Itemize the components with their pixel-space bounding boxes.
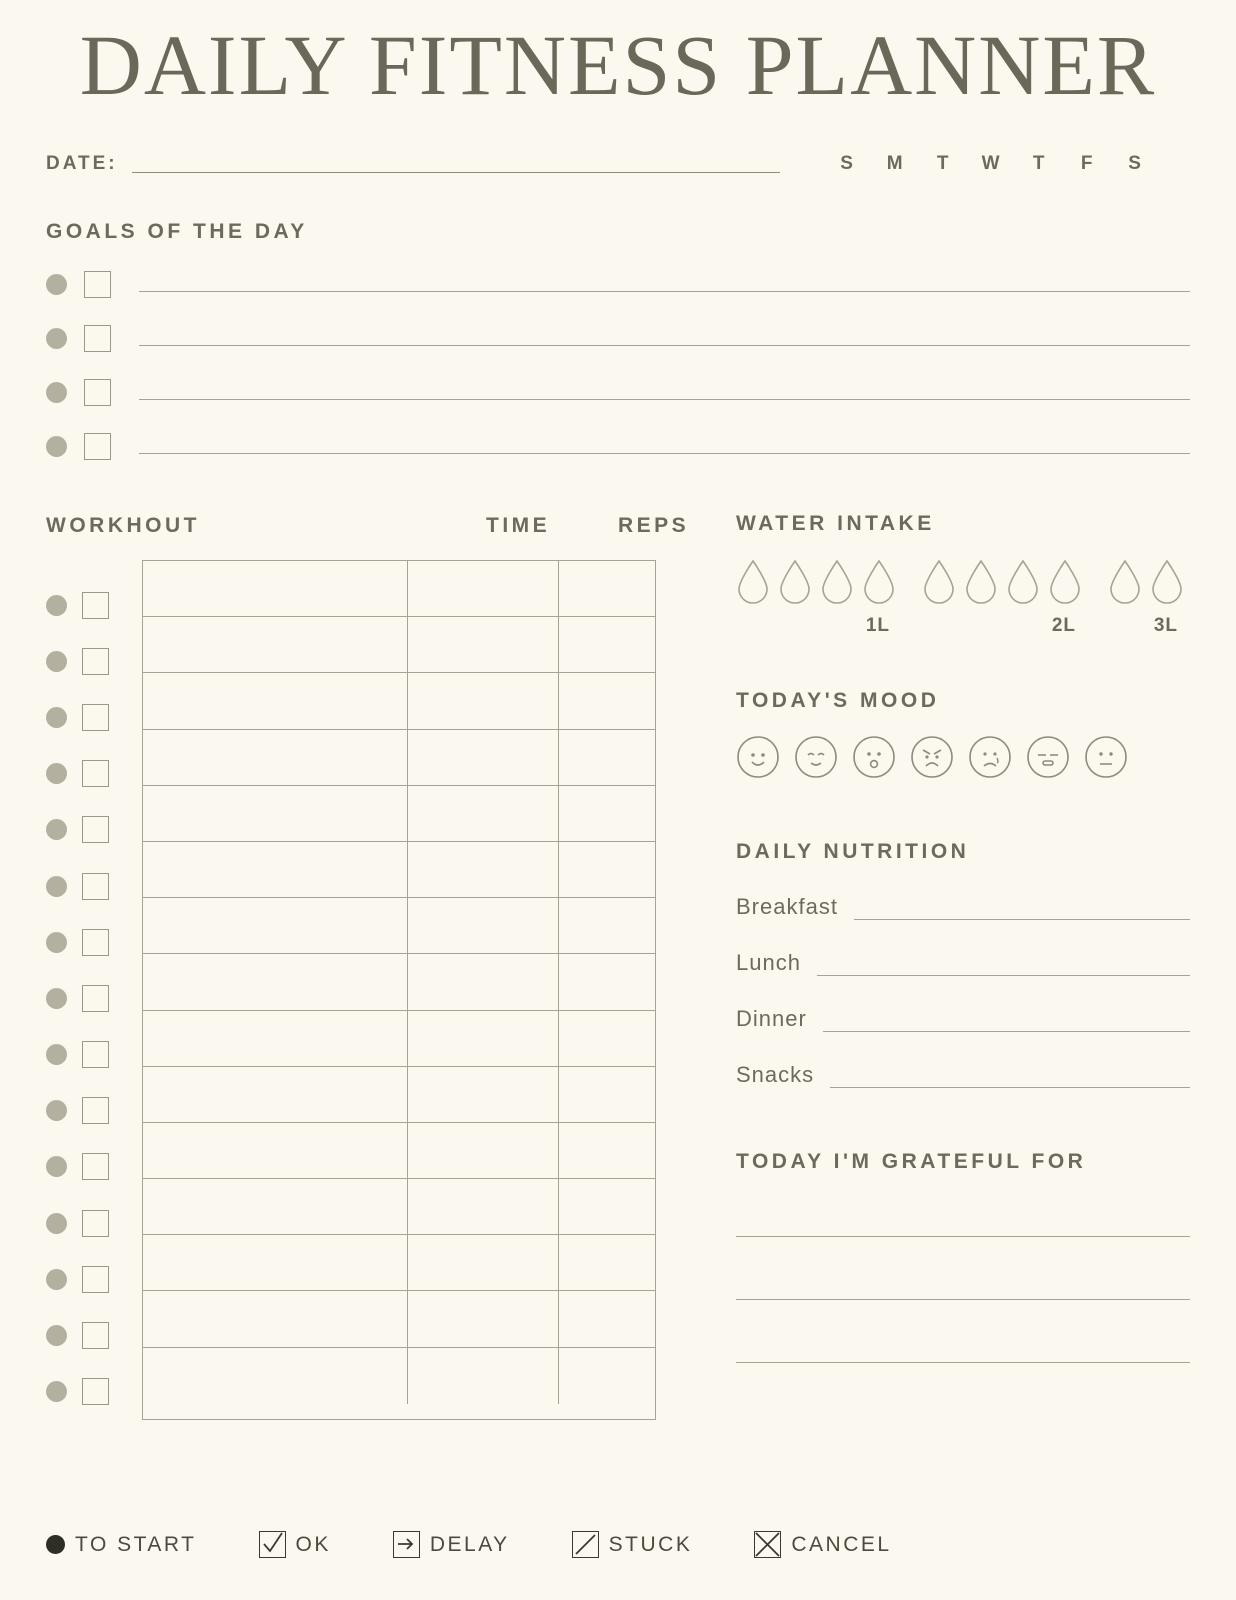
legend-item-cancel <box>754 1531 891 1558</box>
cross-box-icon <box>754 1531 781 1558</box>
table-row <box>143 898 655 954</box>
workout-checkbox[interactable] <box>82 1041 109 1068</box>
grateful-input-line[interactable] <box>736 1243 1190 1300</box>
workout-reps-cell[interactable] <box>559 561 655 616</box>
workout-checkbox[interactable] <box>82 1097 109 1124</box>
workout-reps-cell[interactable] <box>559 730 655 785</box>
workout-reps-cell[interactable] <box>559 1235 655 1290</box>
nutrition-row-snacks <box>736 1062 1190 1088</box>
check-box-icon <box>259 1531 286 1558</box>
workout-name-cell[interactable] <box>143 1011 408 1066</box>
grateful-input-line[interactable] <box>736 1180 1190 1237</box>
workout-reps-cell[interactable] <box>559 1011 655 1066</box>
week-day-selector[interactable] <box>824 153 1160 175</box>
grateful-input-line[interactable] <box>736 1306 1190 1363</box>
workout-checkbox[interactable] <box>82 873 109 900</box>
status-dot-icon[interactable] <box>46 1269 67 1290</box>
goal-input-line[interactable] <box>139 438 1190 454</box>
workout-name-cell[interactable] <box>143 561 408 616</box>
workout-reps-heading: REPS <box>618 514 690 537</box>
week-day-5[interactable]: F <box>1080 153 1095 174</box>
water-drop-icon[interactable] <box>736 558 770 609</box>
status-dot-icon[interactable] <box>46 932 67 953</box>
status-dot-icon[interactable] <box>46 1156 67 1177</box>
goal-row <box>46 378 1190 406</box>
workout-table <box>142 560 656 1420</box>
workout-mark-row <box>46 577 142 633</box>
water-label-2L: 2L <box>1051 615 1076 636</box>
week-day-4[interactable]: T <box>1032 153 1047 174</box>
week-day-2[interactable]: T <box>936 153 951 174</box>
sleepy-face-icon[interactable] <box>1026 735 1070 784</box>
workout-time-cell[interactable] <box>408 1011 559 1066</box>
workout-checkbox[interactable] <box>82 929 109 956</box>
table-row <box>143 1011 655 1067</box>
goal-input-line[interactable] <box>139 276 1190 292</box>
nutrition-input-line[interactable] <box>823 1019 1190 1032</box>
workout-reps-cell[interactable] <box>559 1179 655 1234</box>
workout-mark-row <box>46 802 142 858</box>
table-row <box>143 1291 655 1347</box>
sad-face-icon[interactable] <box>968 735 1012 784</box>
workout-heading: WORKHOUT <box>46 514 200 537</box>
water-drop-icon <box>964 558 998 604</box>
water-drop-icon <box>820 558 854 604</box>
workout-reps-cell[interactable] <box>559 1348 655 1404</box>
legend-item-delay <box>393 1531 510 1558</box>
workout-mark-row <box>46 1083 142 1139</box>
water-drop-icon[interactable] <box>1150 558 1184 609</box>
water-drop-icon[interactable] <box>922 558 956 609</box>
surprised-face-icon[interactable] <box>852 735 896 784</box>
water-drop-icon <box>1006 558 1040 604</box>
workout-name-cell[interactable] <box>143 1291 408 1346</box>
workout-time-cell[interactable] <box>408 1123 559 1178</box>
goal-row <box>46 432 1190 460</box>
legend-item-to-start <box>46 1533 197 1557</box>
goals-list <box>46 270 1190 460</box>
workout-mark-row <box>46 1195 142 1251</box>
water-drop-icon <box>922 558 956 604</box>
main-columns <box>46 508 1190 1420</box>
workout-name-cell[interactable] <box>143 954 408 1009</box>
table-row <box>143 673 655 729</box>
table-row <box>143 842 655 898</box>
workout-name-cell[interactable] <box>143 1235 408 1290</box>
status-dot-icon[interactable] <box>46 819 67 840</box>
workout-checkbox[interactable] <box>82 760 109 787</box>
nutrition-label: Breakfast <box>736 894 838 919</box>
nutrition-list <box>736 894 1190 1088</box>
workout-name-cell[interactable] <box>143 673 408 728</box>
content-face-icon[interactable] <box>794 735 838 784</box>
goal-checkbox[interactable] <box>84 379 111 406</box>
water-group-2L <box>922 558 1082 637</box>
workout-mark-row <box>46 633 142 689</box>
workout-mark-row <box>46 970 142 1026</box>
workout-checkbox[interactable] <box>82 816 109 843</box>
workout-time-cell[interactable] <box>408 730 559 785</box>
water-drop-icon <box>778 558 812 604</box>
workout-name-cell[interactable] <box>143 617 408 672</box>
workout-time-cell[interactable] <box>408 673 559 728</box>
workout-table-area <box>46 560 656 1420</box>
legend <box>46 1531 1190 1558</box>
workout-checkbox[interactable] <box>82 1322 109 1349</box>
workout-time-cell[interactable] <box>408 954 559 1009</box>
happy-face-icon[interactable] <box>736 735 780 784</box>
status-dot-icon[interactable] <box>46 1100 67 1121</box>
nutrition-row-dinner <box>736 1006 1190 1032</box>
week-day-6[interactable]: S <box>1128 153 1143 174</box>
workout-reps-cell[interactable] <box>559 673 655 728</box>
workout-name-cell[interactable] <box>143 1067 408 1122</box>
workout-checkbox[interactable] <box>82 704 109 731</box>
workout-time-cell[interactable] <box>408 786 559 841</box>
workout-checkbox[interactable] <box>82 985 109 1012</box>
table-row <box>143 561 655 617</box>
grateful-lines <box>736 1180 1190 1363</box>
water-drop-icon[interactable] <box>1048 558 1082 609</box>
water-drop-icon <box>1048 558 1082 604</box>
status-dot-icon[interactable] <box>46 651 67 672</box>
status-dot-icon[interactable] <box>46 274 67 295</box>
workout-time-cell[interactable] <box>408 1348 559 1404</box>
workout-marks-column <box>46 560 142 1420</box>
workout-header-row <box>46 508 690 538</box>
nutrition-label: Dinner <box>736 1006 807 1031</box>
workout-time-cell[interactable] <box>408 1235 559 1290</box>
water-drop-icon[interactable] <box>778 558 812 609</box>
legend-label: TO START <box>75 1532 197 1556</box>
filled-dot-icon <box>46 1535 65 1554</box>
workout-mark-row <box>46 1139 142 1195</box>
workout-checkbox[interactable] <box>82 1266 109 1293</box>
workout-time-cell[interactable] <box>408 1179 559 1234</box>
water-drop-icon[interactable] <box>964 558 998 609</box>
week-day-1[interactable]: M <box>886 153 905 174</box>
status-dot-icon[interactable] <box>46 1381 67 1402</box>
workout-mark-row <box>46 1027 142 1083</box>
page-title: DAILY FITNESS PLANNER <box>79 17 1157 113</box>
status-dot-icon[interactable] <box>46 382 67 403</box>
table-row <box>143 786 655 842</box>
workout-name-cell[interactable] <box>143 786 408 841</box>
table-row <box>143 1179 655 1235</box>
goal-row <box>46 324 1190 352</box>
week-day-0[interactable]: S <box>840 153 855 174</box>
arrow-box-icon <box>393 1531 420 1558</box>
workout-time-cell[interactable] <box>408 561 559 616</box>
workout-checkbox[interactable] <box>82 1153 109 1180</box>
week-day-3[interactable]: W <box>981 153 1002 174</box>
nutrition-heading: DAILY NUTRITION <box>736 840 970 863</box>
water-drop-icon <box>862 558 896 604</box>
workout-name-cell[interactable] <box>143 898 408 953</box>
workout-checkbox[interactable] <box>82 1378 109 1405</box>
nutrition-label: Snacks <box>736 1062 815 1087</box>
goal-checkbox[interactable] <box>84 325 111 352</box>
workout-reps-cell[interactable] <box>559 842 655 897</box>
workout-column <box>46 508 690 1420</box>
water-drop-icon[interactable] <box>1006 558 1040 609</box>
goal-input-line[interactable] <box>139 384 1190 400</box>
legend-label: STUCK <box>608 1532 693 1556</box>
water-group-3L <box>1108 558 1184 637</box>
water-heading: WATER INTAKE <box>736 512 935 535</box>
table-row <box>143 1067 655 1123</box>
legend-label: CANCEL <box>791 1532 892 1556</box>
workout-checkbox[interactable] <box>82 648 109 675</box>
water-group-1L <box>736 558 896 637</box>
water-drop-icon <box>1108 558 1142 604</box>
status-dot-icon[interactable] <box>46 1044 67 1065</box>
workout-reps-cell[interactable] <box>559 1291 655 1346</box>
water-drop-row <box>922 558 1082 609</box>
workout-mark-row <box>46 1364 142 1420</box>
nutrition-row-lunch <box>736 950 1190 976</box>
slash-box-icon <box>572 1531 599 1558</box>
water-label-1L: 1L <box>865 615 890 636</box>
water-drop-row <box>1108 558 1184 609</box>
workout-reps-cell[interactable] <box>559 954 655 1009</box>
legend-label: OK <box>295 1532 331 1556</box>
workout-time-cell[interactable] <box>408 1291 559 1346</box>
nutrition-row-breakfast <box>736 894 1190 920</box>
status-dot-icon[interactable] <box>46 436 67 457</box>
table-row <box>143 730 655 786</box>
table-row <box>143 617 655 673</box>
workout-name-cell[interactable] <box>143 1123 408 1178</box>
right-column <box>736 508 1190 1420</box>
table-row <box>143 1348 655 1404</box>
mood-heading: TODAY'S MOOD <box>736 689 940 712</box>
neutral-face-icon[interactable] <box>1084 735 1128 784</box>
workout-reps-cell[interactable] <box>559 786 655 841</box>
table-row <box>143 1235 655 1291</box>
date-input-line[interactable] <box>132 156 780 173</box>
status-dot-icon[interactable] <box>46 595 67 616</box>
status-dot-icon[interactable] <box>46 876 67 897</box>
status-dot-icon[interactable] <box>46 1325 67 1346</box>
table-row <box>143 954 655 1010</box>
workout-name-cell[interactable] <box>143 1179 408 1234</box>
goal-input-line[interactable] <box>139 330 1190 346</box>
water-drop-icon <box>736 558 770 604</box>
status-dot-icon[interactable] <box>46 1213 67 1234</box>
nutrition-label: Lunch <box>736 950 801 975</box>
workout-reps-cell[interactable] <box>559 617 655 672</box>
nutrition-input-line[interactable] <box>817 963 1190 976</box>
table-row <box>143 1123 655 1179</box>
workout-time-cell[interactable] <box>408 842 559 897</box>
water-drop-icon[interactable] <box>820 558 854 609</box>
workout-checkbox[interactable] <box>82 1210 109 1237</box>
legend-item-stuck <box>572 1531 693 1558</box>
nutrition-input-line[interactable] <box>830 1075 1190 1088</box>
date-row <box>46 152 1190 176</box>
grateful-heading: TODAY I'M GRATEFUL FOR <box>736 1150 1087 1173</box>
water-label-3L: 3L <box>1153 615 1178 636</box>
goal-checkbox[interactable] <box>84 271 111 298</box>
workout-mark-row <box>46 858 142 914</box>
goals-heading: GOALS OF THE DAY <box>46 220 308 243</box>
mood-tracker <box>736 735 1190 784</box>
workout-name-cell[interactable] <box>143 1348 408 1404</box>
workout-name-cell[interactable] <box>143 730 408 785</box>
workout-time-cell[interactable] <box>408 617 559 672</box>
workout-mark-row <box>46 1251 142 1307</box>
workout-reps-cell[interactable] <box>559 1067 655 1122</box>
workout-name-cell[interactable] <box>143 842 408 897</box>
water-drop-icon[interactable] <box>1108 558 1142 609</box>
goal-row <box>46 270 1190 298</box>
legend-label: DELAY <box>429 1532 510 1556</box>
water-drop-icon[interactable] <box>862 558 896 609</box>
workout-reps-cell[interactable] <box>559 1123 655 1178</box>
workout-mark-row <box>46 914 142 970</box>
workout-time-cell[interactable] <box>408 1067 559 1122</box>
status-dot-icon[interactable] <box>46 763 67 784</box>
water-tracker <box>736 558 1190 637</box>
workout-mark-row <box>46 746 142 802</box>
status-dot-icon[interactable] <box>46 707 67 728</box>
water-drop-icon <box>1150 558 1184 604</box>
legend-item-ok <box>259 1531 331 1558</box>
date-label: DATE: <box>46 153 118 174</box>
workout-mark-row <box>46 689 142 745</box>
workout-checkbox[interactable] <box>82 592 109 619</box>
water-drop-row <box>736 558 896 609</box>
nutrition-input-line[interactable] <box>854 907 1190 920</box>
status-dot-icon[interactable] <box>46 328 67 349</box>
workout-time-heading: TIME <box>486 514 551 537</box>
angry-face-icon[interactable] <box>910 735 954 784</box>
status-dot-icon[interactable] <box>46 988 67 1009</box>
workout-time-cell[interactable] <box>408 898 559 953</box>
workout-reps-cell[interactable] <box>559 898 655 953</box>
workout-mark-row <box>46 1307 142 1363</box>
goal-checkbox[interactable] <box>84 433 111 460</box>
